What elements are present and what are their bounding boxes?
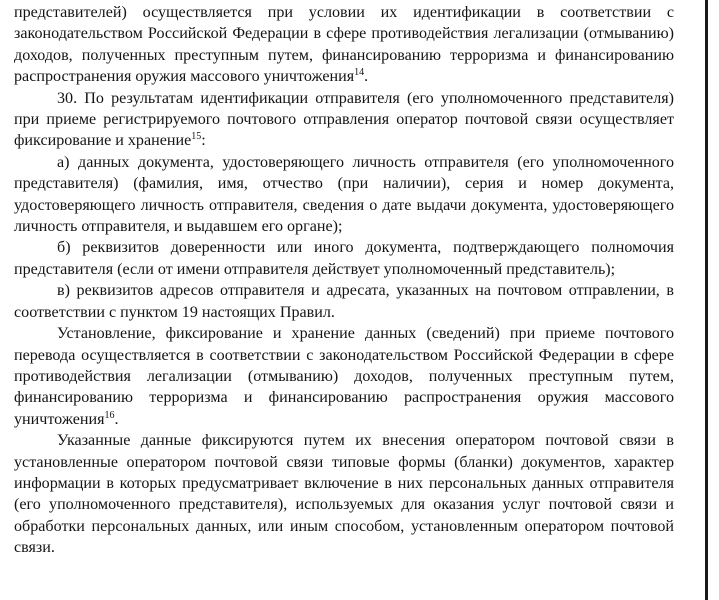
paragraph-end-punct: . bbox=[114, 410, 119, 428]
paragraph-text: Установление, фиксирование и хранение данных (сведений) при приеме почтового перевода осуществляется в соответствии с законодательством Российской Федерации в сфере противодействия легализации (отмыванию) доходов, полученных преступным путем, финансированию терроризма и финансированию распространения оружия массового уничтожения bbox=[14, 325, 674, 428]
paragraph-text: в) реквизитов адресов отправителя и адресата, указанных на почтовом отправлении, в соответствии с пунктом 19 настоящих Правил. bbox=[14, 282, 674, 321]
paragraph-text: б) реквизитов доверенности или иного документа, подтверждающего полномочия представителя (если от имени отправителя действует уполномоченный представитель); bbox=[14, 239, 674, 278]
paragraph-identification-continuation bbox=[14, 2, 674, 88]
paragraph-end-punct: : bbox=[201, 132, 206, 150]
paragraph-item-30 bbox=[14, 88, 674, 152]
paragraph-text: 30. По результатам идентификации отправителя (его уполномоченного представителя) при приеме регистрируемого почтового отправления оператор почтовой связи осуществляет фиксирование и хранение bbox=[14, 89, 674, 150]
paragraph-data-recording bbox=[14, 430, 674, 558]
paragraph-text: а) данных документа, удостоверяющего личность отправителя (его уполномоченного представителя) (фамилия, имя, отчество (при наличии), серия и номер документа, удостоверяющего личность отправителя, сведения о дате выдачи документа, удостоверяющего личность отправителя, и выдавшем его органе); bbox=[14, 153, 674, 236]
document-text-block bbox=[14, 2, 674, 559]
footnote-ref: 16 bbox=[104, 409, 115, 421]
footnote-ref: 14 bbox=[354, 67, 365, 79]
paragraph-text: представителей) осуществляется при условии их идентификации в соответствии с законодательством Российской Федерации в сфере противодействия легализации (отмыванию) доходов, полученных преступным путем, финансированию терроризма и финансированию распространения оружия массового уничтожения bbox=[14, 4, 674, 86]
paragraph-subitem-b bbox=[14, 237, 674, 280]
paragraph-postal-transfer bbox=[14, 323, 674, 430]
paragraph-text: Указанные данные фиксируются путем их внесения оператором почтовой связи в установленные оператором почтовой связи типовые формы (бланки) документов, характер информации в которых предусматривает включение в них персональных данных отправителя (его уполномоченного представителя), используемых для оказания услуг почтовой связи и обработки персональных данных, или иным способом, установленным оператором почтовой связи. bbox=[14, 432, 674, 557]
footnote-ref: 15 bbox=[191, 131, 202, 143]
paragraph-end-punct: . bbox=[364, 68, 369, 86]
paragraph-subitem-a bbox=[14, 152, 674, 238]
paragraph-subitem-v bbox=[14, 280, 674, 323]
page-edge-rule bbox=[705, 0, 708, 600]
